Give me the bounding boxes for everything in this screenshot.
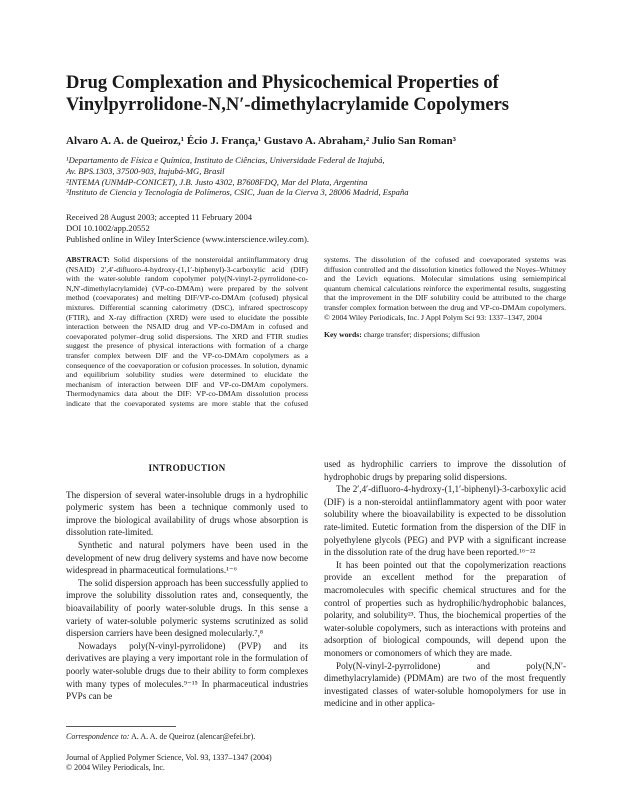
affiliation-line: ²INTEMA (UNMdP-CONICET), J.B. Justo 4302, B7608FDQ, Mar del Plata, Argentina xyxy=(66,176,368,187)
body-paragraph: used as hydrophilic carriers to improve the dissolution of hydrophobic drugs by preparing solid dispersions. xyxy=(324,459,566,482)
body-column-right xyxy=(324,458,566,710)
body-paragraph: The solid dispersion approach has been successfully applied to improve the solubility dissolution rates and, consequently, the bioavailability of poorly water-soluble drugs. In this sense a variety of water-soluble polymeric systems scrutinized as solid dispersion carriers have been designed molecularly.⁷,⁸ xyxy=(66,577,308,639)
published-online: Published online in Wiley InterScience (www.interscience.wiley.com). xyxy=(66,233,309,244)
keywords xyxy=(324,330,566,340)
publication-history xyxy=(66,212,566,244)
affiliation-line: ¹Departamento de Física e Química, Instituto de Ciências, Universidade Federal de Itajubá, xyxy=(66,155,385,165)
body-paragraph: Synthetic and natural polymers have been used in the development of new drug delivery systems and have now become widespread in pharmaceutical formulations.¹⁻⁶ xyxy=(66,539,308,576)
page-footer xyxy=(66,726,308,773)
body-paragraph: Nowadays poly(N-vinyl-pyrrolidone) (PVP) and its derivatives are playing a very important role in the formulation of poorly water-soluble drugs due to their ability to form complexes with many types of molecules.⁹⁻¹⁵ In pharmaceutical industries PVPs can be xyxy=(66,640,308,702)
affiliations xyxy=(66,155,566,198)
affiliation-line: Av. BPS.1303, 37500-903, Itajubá-MG, Brasil xyxy=(66,165,225,176)
section-heading: INTRODUCTION xyxy=(148,463,226,473)
received-date: Received 28 August 2003; accepted 11 February 2004 xyxy=(66,212,253,222)
doi: DOI 10.1002/app.20552 xyxy=(66,222,150,233)
abstract-text: Solid dispersions of the nonsteroidal antiinflammatory drug (NSAID) 2′,4′-difluoro-4-hydroxy-(1,1′-biphenyl)-3-carboxylic acid (DIF) with the water-soluble random copolymer poly(N-vinyl-2-pyrrolidone-co-N,N′-dimethylacrylamide) (VP-co-DMAm) were prepared by the solvent method (coevaporates) and melting DIF/VP-co-DMAm (cofused) physical mixtures. Differential scanning calorimetry (DSC), infrared spectroscopy (FTIR), and X-ray diffraction (XRD) were used to elucidate the possible interaction between the NSAID drug and VP-co-DMAm in cofused and coevaporated polymer–drug solid dispersions. The XRD and FTIR studies suggest the presence of physical interactions with formation of a charge transfer complex between DIF and the VP-co-DMAm copolymers as a consequence of the coevaporation or cofusion processes. In solution, dynamic and equilibrium solubility studies were determined to elucidate the mechanism of interaction between DIF and VP-co-DMAm copolymers. Thermodynamics data about the DIF: VP-co-DMAm dissolution process indicate that the coevaporated systems are more stable that the cofused systems. The dissolution of the cofused and coevaporated systems was diffusion controlled and the dissolution kinetics followed the Noyes–Whitney and the Levich equations. Molecular simulations using semiempirical quantum chemical calculations reinforce the experimental results, suggesting that the improvement in the DIF solubility could be attributed to the charge transfer complex formation between the drug and VP-co-DMAm copolymers. © 2004 Wiley Periodicals, Inc. J Appl Polym Sci 93: 1337–1347, 2004 xyxy=(66,255,566,408)
footnote-rule xyxy=(66,726,176,727)
keywords-text: charge transfer; dispersions; diffusion xyxy=(363,330,480,340)
body-paragraph: It has been pointed out that the copolymerization reactions provide an excellent method for the preparation of macromolecules with specific chemical structures and for the control of properties such as hydrophilic/hydrophobic balances, polarity, and solubility²³. Thus, the biochemical properties of the water-soluble copolymers, such as interactions with proteins and adsorption of biological compounds, will depend upon the monomers or comonomers of which they are made. xyxy=(324,559,566,658)
affiliation-line: ³Instituto de Ciencia y Tecnología de Polímeros, CSIC, Juan de la Cierva 3, 28006 Madrid, España xyxy=(66,187,409,198)
correspondence-note xyxy=(66,732,308,742)
body-column-left xyxy=(66,458,308,703)
abstract-label: ABSTRACT: xyxy=(66,255,110,264)
journal-citation: Journal of Applied Polymer Science, Vol. 93, 1337–1347 (2004) xyxy=(66,753,272,762)
body-paragraph: The 2′,4′-difluoro-4-hydroxy-(1,1′-biphenyl)-3-carboxylic acid (DIF) is a non-steroidal antiinflammatory agent with poor water solubility where the bioavailability is expected to be dissolution rate-limited. Eutetic formation from the dispersion of the DIF in polyethylene glycols (PEG) and PVP with a significant increase in the dissolution rate of the drug have been reported.¹⁶⁻²² xyxy=(324,484,566,558)
copyright-line: © 2004 Wiley Periodicals, Inc. xyxy=(66,763,165,772)
body-paragraph: Poly(N-vinyl-2-pyrrolidone) and poly(N,N′-dimethylacrylamide) (PDMAm) are two of the most frequently investigated classes of water-soluble homopolymers for use in medicine and in other applica- xyxy=(324,660,566,709)
correspondence-label: Correspondence to: xyxy=(66,732,130,741)
abstract xyxy=(66,255,566,417)
article-title: Drug Complexation and Physicochemical Properties of Vinylpyrrolidone-N,N′-dimethylacrylamide Copolymers xyxy=(66,73,510,115)
keywords-label: Key words: xyxy=(324,330,362,340)
correspondence-text: A. A. A. de Queiroz (alencar@efei.br). xyxy=(131,732,256,741)
body-paragraph: The dispersion of several water-insoluble drugs in a hydrophilic polymeric system has been a technique commonly used to improve the biological availability of drugs whose absorption is dissolution rate-limited. xyxy=(66,489,308,538)
author-list: Alvaro A. A. de Queiroz,¹ Écio J. França,¹ Gustavo A. Abraham,² Julio San Roman³ xyxy=(66,135,456,147)
